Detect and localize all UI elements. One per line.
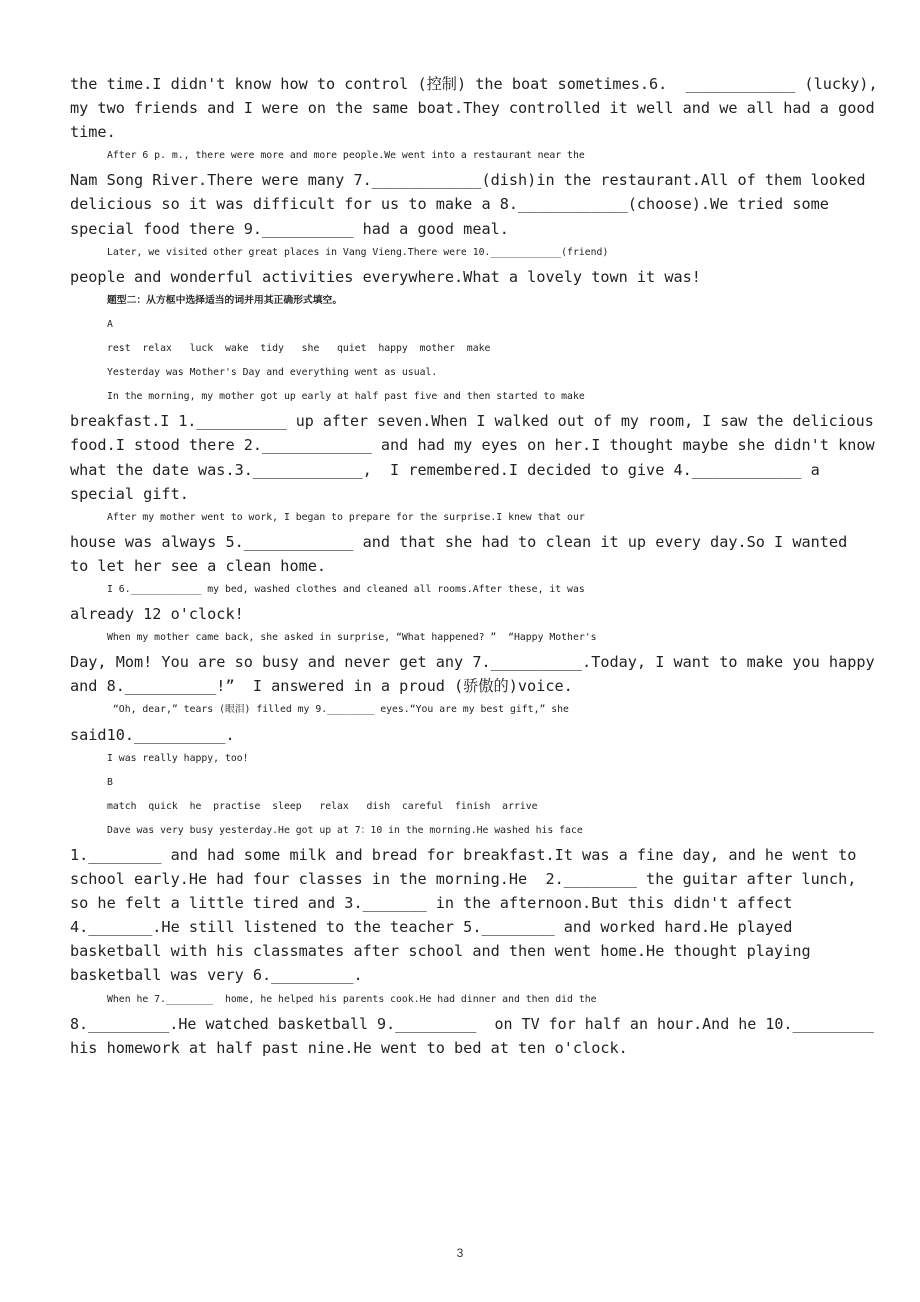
text-line: food.I stood there 2.____________ and had my eyes on her.I thought maybe she didn't know bbox=[70, 436, 875, 455]
text-line: I 6.____________ my bed, washed clothes and cleaned all rooms.After these, it was bbox=[107, 583, 585, 595]
text-line: basketball with his classmates after school and then went home.He thought playing bbox=[70, 942, 811, 961]
text-line: time. bbox=[70, 123, 116, 142]
text-line: Nam Song River.There were many 7.____________(dish)in the restaurant.All of them looked bbox=[70, 171, 866, 190]
text-line: my two friends and I were on the same boat.They controlled it well and we all had a good bbox=[70, 99, 875, 118]
text-line: B bbox=[107, 776, 113, 788]
text-line: “Oh, dear,” tears (眼泪) filled my 9.________ eyes.“You are my best gift,” she bbox=[107, 704, 569, 716]
text-line: A bbox=[107, 318, 113, 330]
text-line: Later, we visited other great places in Vang Vieng.There were 10.____________(friend) bbox=[107, 246, 609, 258]
text-line: house was always 5.____________ and that she had to clean it up every day.So I wanted bbox=[70, 532, 848, 551]
text-line: After my mother went to work, I began to prepare for the surprise.I knew that our bbox=[107, 511, 585, 523]
text-line: so he felt a little tired and 3._______ in the afternoon.But this didn't affect bbox=[70, 894, 793, 913]
text-line: special gift. bbox=[70, 484, 189, 503]
text-line: and 8.__________!” I answered in a proud (骄傲的)voice. bbox=[70, 677, 573, 696]
text-line: I was really happy, too! bbox=[107, 752, 249, 764]
text-line: 4._______.He still listened to the teacher 5.________ and worked hard.He played bbox=[70, 918, 793, 937]
document-body bbox=[70, 72, 882, 1060]
text-line: what the date was.3.____________, I remembered.I decided to give 4.____________ a bbox=[70, 460, 820, 479]
text-line: breakfast.I 1.__________ up after seven.When I walked out of my room, I saw the delicious bbox=[70, 412, 874, 431]
text-line: his homework at half past nine.He went to bed at ten o'clock. bbox=[70, 1038, 628, 1057]
text-line: When my mother came back, she asked in surprise, “What happened? ” “Happy Mother's bbox=[107, 632, 597, 644]
text-line: said10.__________. bbox=[70, 725, 235, 744]
text-line: In the morning, my mother got up early at half past five and then started to make bbox=[107, 391, 585, 403]
text-line: people and wonderful activities everywhere.What a lovely town it was! bbox=[70, 267, 701, 286]
page-number: 3 bbox=[456, 1246, 464, 1260]
text-line: to let her see a clean home. bbox=[70, 556, 327, 575]
text-line: Day, Mom! You are so busy and never get any 7.__________.Today, I want to make you happy bbox=[70, 653, 875, 672]
text-line: delicious so it was difficult for us to make a 8.____________(choose).We tried some bbox=[70, 195, 829, 214]
text-line: school early.He had four classes in the morning.He 2.________ the guitar after lunch, bbox=[70, 870, 857, 889]
text-line: match quick he practise sleep relax dish careful finish arrive bbox=[107, 800, 538, 812]
section-heading: 题型二：从方框中选择适当的词并用其正确形式填空。 bbox=[107, 294, 343, 306]
text-line: Yesterday was Mother's Day and everything went as usual. bbox=[107, 367, 438, 379]
text-line: When he 7.________ home, he helped his parents cook.He had dinner and then did the bbox=[107, 993, 597, 1005]
text-line: 1.________ and had some milk and bread for breakfast.It was a fine day, and he went to bbox=[70, 846, 857, 864]
text-line: special food there 9.__________ had a good meal. bbox=[70, 219, 509, 238]
text-line: already 12 o'clock! bbox=[70, 605, 244, 624]
text-line: 8._________.He watched basketball 9._________ on TV for half an hour.And he 10._________ bbox=[70, 1014, 874, 1033]
text-line: After 6 p. m., there were more and more people.We went into a restaurant near the bbox=[107, 150, 585, 162]
text-line: the time.I didn't know how to control (控制) the boat sometimes.6. ____________ (lucky), bbox=[70, 75, 878, 93]
text-line: Dave was very busy yesterday.He got up at 7：10 in the morning.He washed his face bbox=[107, 824, 583, 836]
text-line: basketball was very 6._________. bbox=[70, 966, 363, 985]
text-line: rest relax luck wake tidy she quiet happy mother make bbox=[107, 343, 491, 355]
